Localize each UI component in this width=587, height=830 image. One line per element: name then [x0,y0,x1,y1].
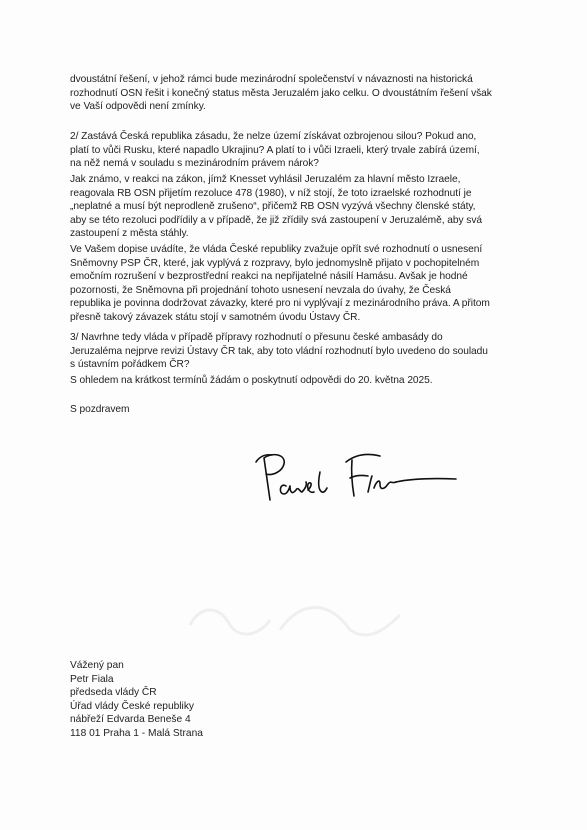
handwritten-signature [250,448,460,518]
addressee-city: 118 01 Praha 1 - Malá Strana [70,727,203,739]
text-line: na něž nemá v souladu s mezinárodním právem nárok? [70,158,319,170]
text-line: Ve Vašem dopise uvádíte, že vláda České republiky zvažuje opřít své rozhodnutí o usnesení [70,244,483,255]
text-line: Sněmovny PSP ČR, které, jak vyplývá z rozpravy, bylo jednomyslně přijato v pochopitelném [70,257,480,269]
text-line: zastoupení z města stáhly. [70,228,189,240]
paragraph-deadline-request [70,374,522,388]
addressee-salutation: Vážený pan [70,660,124,671]
text-line: 2/ Zastává Česká republika zásadu, že nelze území získávat ozbrojenou silou? Pokud ano, [70,131,477,142]
text-line: Jeruzaléma nejprve revizi Ústavy ČR tak, aby toto vládní rozhodnutí bylo uvedeno do souladu [70,345,488,357]
text-line: dvoustátní řešení, v jehož rámci bude mezinárodní společenství v návaznosti na historická [70,74,473,85]
addressee-name: Petr Fiala [70,673,114,685]
addressee-street: nábřeží Edvarda Beneše 4 [70,714,191,725]
text-line: Jak známo, v reakci na zákon, jímž Knesset vyhlásil Jeruzalém za hlavní město Izraele, [70,174,461,185]
paragraph-parliament-resolution [70,243,522,325]
paragraph-resolution-478 [70,173,522,241]
closing-greeting [70,403,522,417]
text-line: reagovala RB OSN přijetím rezoluce 478 (1980), v níž stojí, že toto izraelské rozhodnutí je [70,187,472,199]
bleed-through-mark [180,595,410,645]
text-line: rozhodnutí OSN řešit i konečný status města Jeruzalém jako celku. O dvoustátním řešení však [70,87,492,99]
paragraph-two-state-solution [70,73,522,114]
addressee-office: Úřad vlády České republiky [70,700,195,712]
paragraph-question-2 [70,130,522,171]
text-line: pozornosti, že Sněmovna při projednání tohoto usnesení nevzala do úvahy, že Česká [70,284,451,296]
addressee-block [70,659,370,740]
text-line: republika je povinna dodržovat závazky, které pro ni vyplývají z mezinárodního práva. A přitom [70,298,490,310]
text-line: emočním rozrušení v bezprostřední reakci na nepřijatelné násilí Hamásu. Avšak je hodné [70,271,468,283]
text-line: „neplatné a musí být neprodleně zrušeno“, přičemž RB OSN vyzývá všechny členské státy, [70,201,476,213]
text-line: 3/ Navrhne tedy vláda v případě přípravy rozhodnutí o přesunu české ambasády do [70,332,443,343]
text-line: přesně takový závazek státu stojí v samotném úvodu Ústavy ČR. [70,311,361,323]
text-line: S pozdravem [70,404,130,415]
text-line: aby se této rezoluci podřídily a v případě, že již zřídily svá zastoupení v Jeruzalémě, aby svá [70,214,483,226]
text-line: ve Vaší odpovědi není zmínky. [70,101,206,113]
text-line: s ústavním pořádkem ČR? [70,359,190,371]
paragraph-question-3 [70,331,522,372]
text-line: platí to vůči Rusku, které napadlo Ukrajinu? A platí to i vůči Izraeli, který trvale zabírá území, [70,144,480,156]
addressee-role: předseda vlády ČR [70,687,157,698]
text-line: S ohledem na krátkost termínů žádám o poskytnutí odpovědi do 20. května 2025. [70,375,433,386]
